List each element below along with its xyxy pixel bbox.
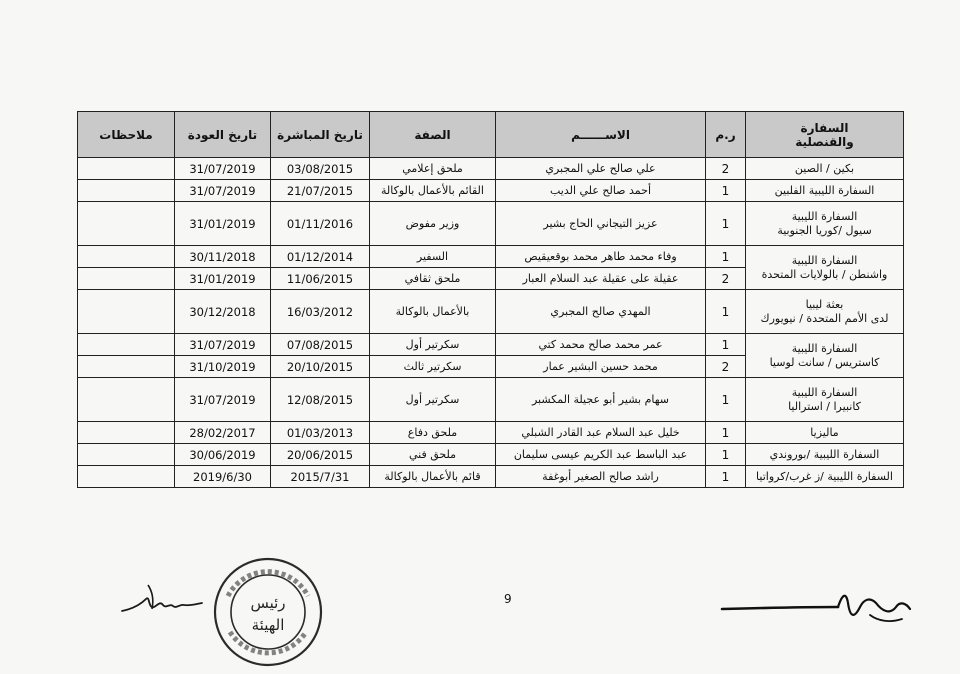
start-date-cell: 01/12/2014: [271, 246, 370, 268]
return-date-cell: 30/12/2018: [175, 290, 271, 334]
mission-line: السفارة الليبية: [791, 341, 858, 355]
name-cell: راشد صالح الصغير أبوغفة: [496, 466, 706, 488]
return-date-cell: 31/07/2019: [175, 158, 271, 180]
number-cell: 1: [706, 180, 746, 202]
title-cell: قائم بالأعمال بالوكالة: [370, 466, 496, 488]
table-row: [78, 422, 904, 444]
title-cell: سكرتير أول: [370, 378, 496, 422]
title-cell: سكرتير أول: [370, 334, 496, 356]
mission-cell: [746, 290, 904, 334]
table-header-row: [78, 112, 904, 158]
return-date-cell: 28/02/2017: [175, 422, 271, 444]
title-cell: وزير مفوض: [370, 202, 496, 246]
title-cell: ملحق إعلامي: [370, 158, 496, 180]
table-row: [78, 444, 904, 466]
start-date-cell: 11/06/2015: [271, 268, 370, 290]
mission-cell: [746, 334, 904, 378]
seal-line1: رئيس: [250, 594, 286, 612]
notes-cell: [78, 158, 175, 180]
mission-line: كاستريس / سانت لوسيا: [769, 355, 880, 369]
number-cell: 1: [706, 246, 746, 268]
start-date-cell: 03/08/2015: [271, 158, 370, 180]
start-date-cell: 01/03/2013: [271, 422, 370, 444]
page-number: 9: [504, 592, 512, 606]
table-row: [78, 202, 904, 246]
number-cell: 1: [706, 202, 746, 246]
mission-cell: [746, 180, 904, 202]
name-cell: أحمد صالح علي الديب: [496, 180, 706, 202]
official-seal: [212, 556, 324, 668]
notes-cell: [78, 422, 175, 444]
header-name: الاســــــم: [496, 112, 706, 158]
header-return-date: تاريخ العودة: [175, 112, 271, 158]
name-cell: سهام بشير أبو عجيلة المكشبر: [496, 378, 706, 422]
mission-cell: [746, 444, 904, 466]
notes-cell: [78, 202, 175, 246]
start-date-cell: 21/07/2015: [271, 180, 370, 202]
start-date-cell: 01/11/2016: [271, 202, 370, 246]
number-cell: 1: [706, 422, 746, 444]
table-row: [78, 334, 904, 356]
header-mission: [746, 112, 904, 158]
mission-line: بعثة ليبيا: [805, 297, 844, 311]
table-row: [78, 180, 904, 202]
name-cell: علي صالح علي المجبري: [496, 158, 706, 180]
mission-line: السفارة الليبية /بوروندي: [769, 447, 880, 461]
mission-line: السفارة الليبية الفلبين: [774, 183, 875, 197]
name-cell: وفاء محمد طاهر محمد بوقعيقيص: [496, 246, 706, 268]
table-row: [78, 466, 904, 488]
mission-cell: [746, 158, 904, 180]
mission-line: ماليزيا: [810, 425, 839, 439]
start-date-cell: 07/08/2015: [271, 334, 370, 356]
return-date-cell: 30/06/2019: [175, 444, 271, 466]
mission-cell: [746, 422, 904, 444]
header-mission-line2: والقنصلية: [795, 134, 854, 149]
number-cell: 1: [706, 290, 746, 334]
name-cell: المهدي صالح المجبري: [496, 290, 706, 334]
name-cell: عزيز التيجاني الحاج بشير: [496, 202, 706, 246]
start-date-cell: 12/08/2015: [271, 378, 370, 422]
mission-line: واشنطن / بالولايات المتحدة: [761, 267, 888, 281]
start-date-cell: 2015/7/31: [271, 466, 370, 488]
table-row: [78, 246, 904, 268]
signature-right: [720, 585, 920, 630]
staff-table: [77, 111, 904, 488]
start-date-cell: 20/10/2015: [271, 356, 370, 378]
name-cell: خليل عبد السلام عبد القادر الشبلي: [496, 422, 706, 444]
mission-line: سيول /كوريا الجنوبية: [777, 223, 872, 237]
mission-cell: [746, 378, 904, 422]
seal-line2: الهيئة: [251, 616, 285, 634]
mission-line: لدى الأمم المتحدة / نيويورك: [760, 311, 889, 325]
notes-cell: [78, 268, 175, 290]
table-row: [78, 290, 904, 334]
return-date-cell: 31/07/2019: [175, 180, 271, 202]
number-cell: 2: [706, 268, 746, 290]
return-date-cell: 30/11/2018: [175, 246, 271, 268]
number-cell: 1: [706, 378, 746, 422]
start-date-cell: 16/03/2012: [271, 290, 370, 334]
header-start-date: تاريخ المباشرة: [271, 112, 370, 158]
notes-cell: [78, 246, 175, 268]
return-date-cell: 31/01/2019: [175, 202, 271, 246]
mission-line: السفارة الليبية: [791, 209, 858, 223]
mission-line: كانبيرا / استراليا: [788, 399, 861, 413]
mission-line: السفارة الليبية /ز غرب/كرواتيا: [756, 469, 893, 483]
number-cell: 2: [706, 158, 746, 180]
header-title: الصفة: [370, 112, 496, 158]
number-cell: 1: [706, 334, 746, 356]
table-body: [78, 158, 904, 488]
notes-cell: [78, 466, 175, 488]
mission-line: بكين / الصين: [794, 161, 855, 175]
return-date-cell: 31/07/2019: [175, 378, 271, 422]
title-cell: ملحق دفاع: [370, 422, 496, 444]
return-date-cell: 31/10/2019: [175, 356, 271, 378]
number-cell: 1: [706, 444, 746, 466]
header-mission-line1: السفارة: [800, 120, 849, 135]
title-cell: القائم بالأعمال بالوكالة: [370, 180, 496, 202]
notes-cell: [78, 356, 175, 378]
notes-cell: [78, 180, 175, 202]
title-cell: ملحق ثقافي: [370, 268, 496, 290]
number-cell: 1: [706, 466, 746, 488]
header-notes: ملاحظات: [78, 112, 175, 158]
return-date-cell: 31/07/2019: [175, 334, 271, 356]
notes-cell: [78, 444, 175, 466]
notes-cell: [78, 290, 175, 334]
start-date-cell: 20/06/2015: [271, 444, 370, 466]
number-cell: 2: [706, 356, 746, 378]
mission-cell: [746, 466, 904, 488]
notes-cell: [78, 378, 175, 422]
mission-cell: [746, 202, 904, 246]
title-cell: سكرتير ثالث: [370, 356, 496, 378]
title-cell: بالأعمال بالوكالة: [370, 290, 496, 334]
table-row: [78, 378, 904, 422]
mission-cell: [746, 246, 904, 290]
mission-line: السفارة الليبية: [791, 253, 858, 267]
table-row: [78, 158, 904, 180]
notes-cell: [78, 334, 175, 356]
header-number: ر.م: [706, 112, 746, 158]
return-date-cell: 2019/6/30: [175, 466, 271, 488]
name-cell: عمر محمد صالح محمد كتي: [496, 334, 706, 356]
title-cell: ملحق فني: [370, 444, 496, 466]
title-cell: السفير: [370, 246, 496, 268]
name-cell: عقيلة على عقيلة عبد السلام العبار: [496, 268, 706, 290]
return-date-cell: 31/01/2019: [175, 268, 271, 290]
name-cell: محمد حسين البشير عمار: [496, 356, 706, 378]
mission-line: السفارة الليبية: [791, 385, 858, 399]
signature-left: [118, 575, 208, 620]
name-cell: عبد الباسط عبد الكريم عيسى سليمان: [496, 444, 706, 466]
